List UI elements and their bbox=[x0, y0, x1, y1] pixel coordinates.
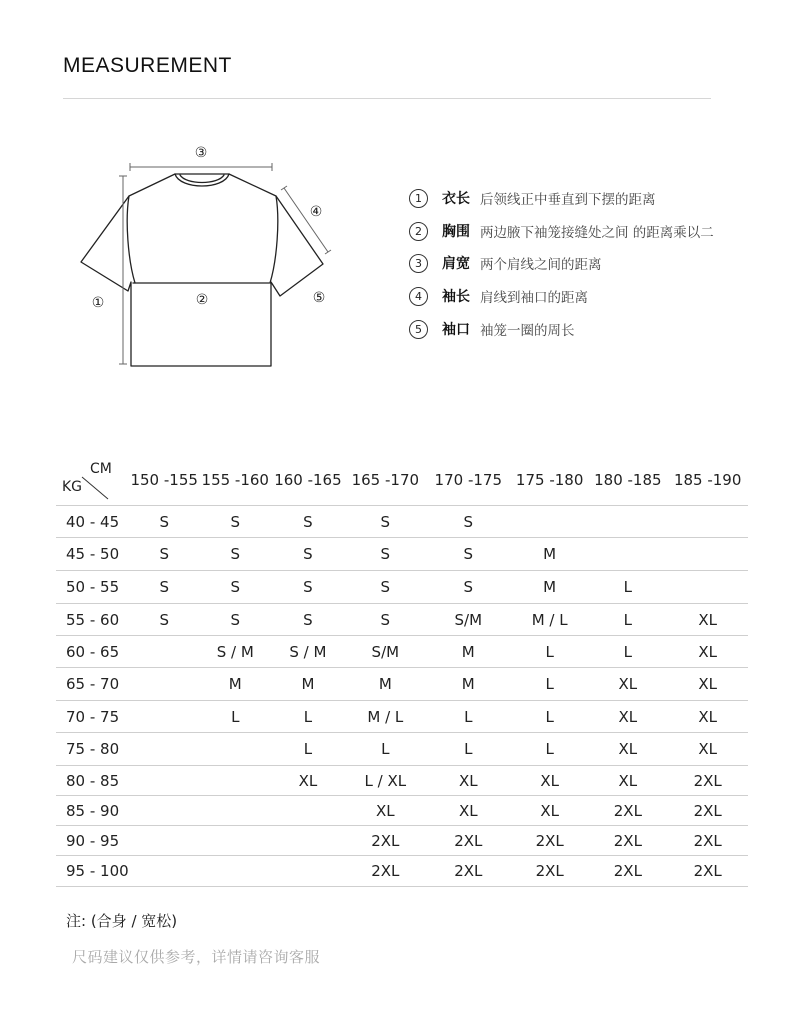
size-cell bbox=[129, 856, 200, 887]
size-cell: S bbox=[426, 538, 511, 571]
legend-name: 衣长 bbox=[442, 191, 470, 207]
table-row bbox=[56, 506, 748, 538]
size-cell: M bbox=[426, 668, 511, 701]
weight-cell: 70 - 75 bbox=[56, 701, 129, 733]
weight-cell: 50 - 55 bbox=[56, 571, 129, 604]
size-cell bbox=[129, 733, 200, 766]
size-cell: S/M bbox=[426, 604, 511, 636]
size-cell: S bbox=[345, 538, 426, 571]
fit-note: 注: (合身 / 宽松) bbox=[66, 912, 178, 930]
legend-number: 2 bbox=[409, 222, 428, 241]
table-row bbox=[56, 796, 748, 826]
size-cell: S bbox=[129, 538, 200, 571]
size-cell: S bbox=[271, 604, 345, 636]
size-cell: S bbox=[200, 604, 271, 636]
tshirt-outline bbox=[81, 174, 323, 366]
size-cell: XL bbox=[345, 796, 426, 826]
size-cell: XL bbox=[426, 766, 511, 796]
height-header: 160 -165 bbox=[271, 455, 345, 506]
size-disclaimer: 尺码建议仅供参考，详情请咨询客服 bbox=[72, 948, 321, 966]
size-cell: S bbox=[426, 571, 511, 604]
legend-description: 袖笼一圈的周长 bbox=[480, 323, 575, 339]
size-cell bbox=[129, 796, 200, 826]
size-cell: XL bbox=[271, 766, 345, 796]
size-cell: 2XL bbox=[511, 856, 588, 887]
weight-cell: 40 - 45 bbox=[56, 506, 129, 538]
size-cell: XL bbox=[588, 766, 667, 796]
size-cell: L bbox=[588, 636, 667, 668]
size-cell: S bbox=[271, 538, 345, 571]
size-cell: S bbox=[129, 571, 200, 604]
weight-cell: 60 - 65 bbox=[56, 636, 129, 668]
size-cell bbox=[588, 506, 667, 538]
right-armhole bbox=[270, 196, 278, 283]
size-cell: XL bbox=[667, 733, 748, 766]
size-cell bbox=[129, 636, 200, 668]
height-header: 150 -155 bbox=[129, 455, 200, 506]
legend-name: 袖口 bbox=[442, 322, 470, 338]
height-header: 170 -175 bbox=[426, 455, 511, 506]
size-cell: S bbox=[271, 571, 345, 604]
size-cell bbox=[667, 571, 748, 604]
legend-item-shoulder bbox=[409, 251, 602, 275]
size-cell bbox=[511, 506, 588, 538]
size-cell: S bbox=[345, 506, 426, 538]
size-cell: L / XL bbox=[345, 766, 426, 796]
size-cell: L bbox=[511, 636, 588, 668]
size-cell: XL bbox=[426, 796, 511, 826]
legend-name: 肩宽 bbox=[442, 256, 470, 272]
size-cell: 2XL bbox=[426, 826, 511, 856]
legend-item-length bbox=[409, 186, 656, 210]
size-cell: L bbox=[200, 701, 271, 733]
size-cell: L bbox=[511, 701, 588, 733]
corner-kg-label: KG bbox=[62, 479, 83, 495]
size-cell: 2XL bbox=[667, 856, 748, 887]
size-cell bbox=[271, 826, 345, 856]
size-cell: 2XL bbox=[345, 856, 426, 887]
marker-4: ④ bbox=[309, 204, 323, 220]
legend-item-cuff bbox=[409, 317, 575, 341]
marker-3: ③ bbox=[194, 145, 208, 161]
size-cell: XL bbox=[667, 668, 748, 701]
size-cell: M bbox=[511, 571, 588, 604]
size-cell bbox=[129, 826, 200, 856]
size-cell: S bbox=[345, 604, 426, 636]
table-row bbox=[56, 538, 748, 571]
legend-number: 4 bbox=[409, 287, 428, 306]
size-cell: XL bbox=[667, 636, 748, 668]
weight-cell: 45 - 50 bbox=[56, 538, 129, 571]
legend-name: 胸围 bbox=[442, 224, 470, 240]
table-row bbox=[56, 826, 748, 856]
size-cell: S bbox=[129, 506, 200, 538]
size-cell: 2XL bbox=[588, 796, 667, 826]
size-cell: S bbox=[129, 604, 200, 636]
size-cell: M bbox=[271, 668, 345, 701]
height-header: 185 -190 bbox=[667, 455, 748, 506]
size-cell: XL bbox=[588, 668, 667, 701]
height-header: 180 -185 bbox=[588, 455, 667, 506]
size-cell: L bbox=[271, 701, 345, 733]
size-cell bbox=[667, 506, 748, 538]
size-cell: XL bbox=[588, 701, 667, 733]
tshirt-diagram bbox=[0, 0, 400, 400]
table-row bbox=[56, 636, 748, 668]
legend-item-chest bbox=[409, 219, 714, 243]
size-cell: S bbox=[200, 506, 271, 538]
size-cell: S bbox=[345, 571, 426, 604]
size-cell: M bbox=[345, 668, 426, 701]
table-row bbox=[56, 604, 748, 636]
legend-number: 5 bbox=[409, 320, 428, 339]
table-row bbox=[56, 856, 748, 887]
size-cell bbox=[200, 733, 271, 766]
size-cell: L bbox=[271, 733, 345, 766]
size-cell: XL bbox=[511, 766, 588, 796]
weight-cell: 85 - 90 bbox=[56, 796, 129, 826]
table-row bbox=[56, 668, 748, 701]
size-cell: XL bbox=[667, 701, 748, 733]
size-cell: 2XL bbox=[667, 766, 748, 796]
corner-header bbox=[56, 455, 129, 506]
size-cell bbox=[271, 796, 345, 826]
size-cell: S bbox=[200, 538, 271, 571]
size-cell: S bbox=[426, 506, 511, 538]
height-header: 165 -170 bbox=[345, 455, 426, 506]
size-table bbox=[56, 455, 748, 887]
weight-cell: 75 - 80 bbox=[56, 733, 129, 766]
legend-description: 两边腋下袖笼接缝处之间 的距离乘以二 bbox=[480, 225, 714, 241]
legend-description: 两个肩线之间的距离 bbox=[480, 257, 602, 273]
legend-description: 肩线到袖口的距离 bbox=[480, 290, 588, 306]
table-row bbox=[56, 766, 748, 796]
legend-number: 1 bbox=[409, 189, 428, 208]
legend-number: 3 bbox=[409, 254, 428, 273]
size-cell: S / M bbox=[200, 636, 271, 668]
size-cell: L bbox=[588, 604, 667, 636]
weight-cell: 90 - 95 bbox=[56, 826, 129, 856]
size-cell: L bbox=[345, 733, 426, 766]
tshirt-collar-inner bbox=[180, 175, 224, 183]
size-cell: 2XL bbox=[345, 826, 426, 856]
size-cell: L bbox=[588, 571, 667, 604]
size-cell: XL bbox=[511, 796, 588, 826]
size-cell: S bbox=[200, 571, 271, 604]
weight-cell: 55 - 60 bbox=[56, 604, 129, 636]
size-cell: S bbox=[271, 506, 345, 538]
size-cell: S/M bbox=[345, 636, 426, 668]
marker-5: ⑤ bbox=[312, 290, 326, 306]
size-cell: 2XL bbox=[588, 826, 667, 856]
size-cell: XL bbox=[667, 604, 748, 636]
size-cell: XL bbox=[588, 733, 667, 766]
size-cell: L bbox=[426, 733, 511, 766]
size-cell bbox=[200, 826, 271, 856]
size-table-body bbox=[56, 506, 748, 887]
table-row bbox=[56, 701, 748, 733]
marker-2: ② bbox=[195, 292, 209, 308]
weight-cell: 65 - 70 bbox=[56, 668, 129, 701]
table-row bbox=[56, 571, 748, 604]
legend-description: 后领线正中垂直到下摆的距离 bbox=[480, 192, 656, 208]
size-cell: 2XL bbox=[426, 856, 511, 887]
size-cell: M / L bbox=[511, 604, 588, 636]
size-cell: L bbox=[511, 668, 588, 701]
left-armhole bbox=[127, 196, 135, 283]
size-cell bbox=[129, 701, 200, 733]
size-cell: M / L bbox=[345, 701, 426, 733]
size-cell: 2XL bbox=[667, 796, 748, 826]
size-cell bbox=[200, 856, 271, 887]
size-cell bbox=[271, 856, 345, 887]
size-cell: M bbox=[511, 538, 588, 571]
weight-cell: 80 - 85 bbox=[56, 766, 129, 796]
table-header-row bbox=[56, 455, 748, 506]
size-cell bbox=[588, 538, 667, 571]
size-cell: M bbox=[426, 636, 511, 668]
size-cell: 2XL bbox=[667, 826, 748, 856]
size-cell: 2XL bbox=[588, 856, 667, 887]
weight-cell: 95 - 100 bbox=[56, 856, 129, 887]
height-header: 175 -180 bbox=[511, 455, 588, 506]
size-cell bbox=[200, 796, 271, 826]
tshirt-collar bbox=[175, 174, 229, 186]
marker-1: ① bbox=[91, 295, 105, 311]
page-title: MEASUREMENT bbox=[63, 54, 232, 77]
size-cell: 2XL bbox=[511, 826, 588, 856]
size-cell bbox=[667, 538, 748, 571]
size-cell: M bbox=[200, 668, 271, 701]
size-cell: L bbox=[511, 733, 588, 766]
height-header: 155 -160 bbox=[200, 455, 271, 506]
corner-cm-label: CM bbox=[90, 461, 112, 477]
size-cell bbox=[129, 766, 200, 796]
table-row bbox=[56, 733, 748, 766]
size-cell: L bbox=[426, 701, 511, 733]
size-cell bbox=[129, 668, 200, 701]
legend-item-sleeve-length bbox=[409, 284, 588, 308]
legend-name: 袖长 bbox=[442, 289, 470, 305]
size-cell: S / M bbox=[271, 636, 345, 668]
size-cell bbox=[200, 766, 271, 796]
